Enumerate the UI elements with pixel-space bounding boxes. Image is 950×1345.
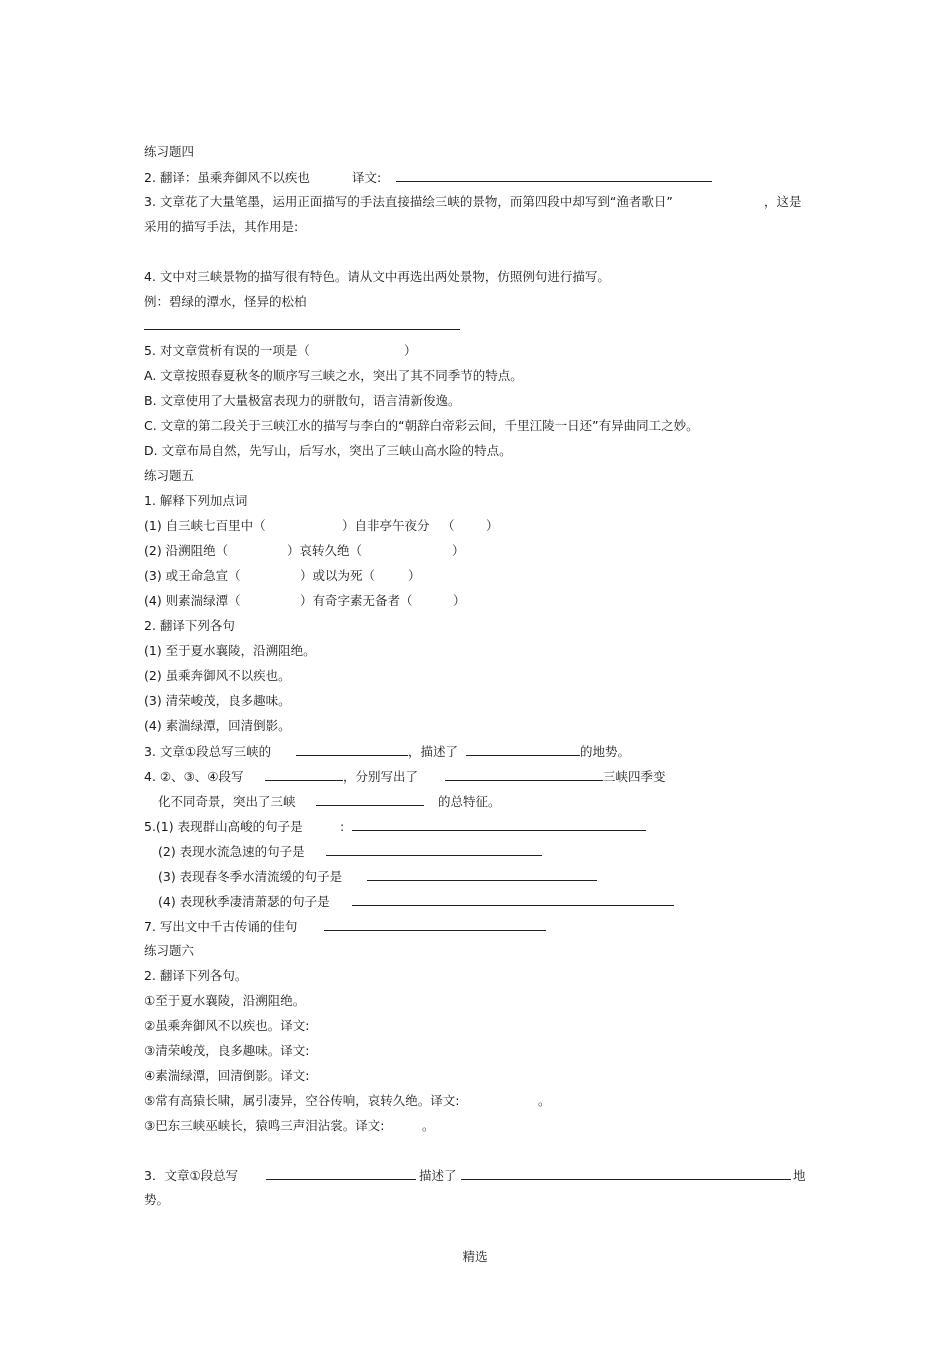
answer-blank[interactable] (352, 893, 674, 906)
answer-blank[interactable] (296, 743, 408, 756)
q5-2-item-4: (4) 素湍绿潭，回清倒影。 (144, 718, 291, 733)
answer-blank[interactable] (445, 768, 603, 781)
section-heading-6: 练习题六 (144, 943, 195, 958)
q5-3: 3. 文章①段总写三峡的 ，描述了 的地势。 (144, 744, 631, 759)
answer-blank[interactable] (265, 768, 343, 781)
q6-2-item-3: ③清荣峻茂，良多趣味。译文: (144, 1043, 310, 1058)
q6-2-item-5: ⑤常有高猿长啸，属引凄异，空谷传响，哀转久绝。译文: 。 (144, 1093, 551, 1108)
answer-blank[interactable] (144, 317, 460, 330)
answer-blank[interactable] (324, 918, 546, 931)
q5-5-3: (3) 表现春冬季水清流缓的句子是 (158, 868, 597, 884)
q6-2-title: 2. 翻译下列各句。 (144, 968, 248, 983)
q5-5-2: (2) 表现水流急速的句子是 (158, 843, 542, 859)
q5-2-item-2: (2) 虽乘奔御风不以疾也。 (144, 668, 291, 683)
q5-5-1: 5.(1) 表现群山高峻的句子是 : (144, 818, 646, 834)
answer-blank[interactable] (352, 818, 646, 831)
section-heading-5: 练习题五 (144, 468, 195, 483)
q6-2-item-6: ③巴东三峡巫峡长，猿鸣三声泪沾裳。译文: 。 (144, 1118, 435, 1133)
q4-4-line1: 4. 文中对三峡景物的描写很有特色。请从文中再选出两处景物，仿照例句进行描写。 (144, 269, 610, 284)
q4-3-line1: 3. 文章花了大量笔墨，运用正面描写的手法直接描绘三峡的景物，而第四段中却写到“渔者歌日” ，这是 (144, 194, 802, 209)
q4-5-option-c: C. 文章的第二段关于三峡江水的描写与李白的“朝辞白帝彩云间，千里江陵一日还”有异曲同工之妙。 (144, 418, 699, 433)
q6-3-line1: 3．文章①段总写 描述了 地 (144, 1168, 806, 1183)
q5-1-row-1: (1) 自三峡七百里中（ ）自非亭午夜分 （ ） (144, 518, 499, 533)
q5-2-title: 2. 翻译下列各句 (144, 618, 235, 633)
q6-2-item-2: ②虽乘奔御风不以疾也。译文: (144, 1018, 310, 1033)
q4-4-example: 例：碧绿的潭水，怪异的松柏 (144, 294, 307, 309)
q5-5-4: (4) 表现秋季凄清萧瑟的句子是 (158, 893, 674, 909)
q4-5-option-a: A. 文章按照春夏秋冬的顺序写三峡之水，突出了其不同季节的特点。 (144, 368, 523, 383)
q5-1-row-3: (3) 或王命急宣（ ）或以为死（ ） (144, 568, 421, 583)
answer-blank[interactable] (316, 793, 424, 806)
page-footer: 精选 (462, 1249, 488, 1264)
q4-5-stem: 5. 对文章赏析有误的一项是（ ） (144, 343, 417, 358)
answer-blank[interactable] (461, 1167, 791, 1180)
q6-2-item-1: ①至于夏水襄陵，沿溯阻绝。 (144, 993, 306, 1008)
answer-blank[interactable] (266, 1167, 416, 1180)
q5-4-line1: 4. ②、③、④段写 ，分别写出了 三峡四季变 (144, 769, 666, 784)
answer-blank[interactable] (466, 743, 580, 756)
q5-7: 7. 写出文中千古传诵的佳句 (144, 918, 546, 934)
answer-blank[interactable] (396, 169, 712, 182)
q6-3-line2: 势。 (144, 1192, 170, 1207)
q4-3-line2: 采用的描写手法，其作用是: (144, 219, 299, 234)
q5-4-line2: 化不同奇景，突出了三峡 的总特征。 (158, 794, 501, 809)
answer-blank[interactable] (326, 843, 542, 856)
q4-4-blank-line (144, 317, 460, 333)
q5-2-item-3: (3) 清荣峻茂，良多趣味。 (144, 693, 291, 708)
q6-2-item-4: ④素湍绿潭，回清倒影。译文: (144, 1068, 310, 1083)
q5-1-row-2: (2) 沿溯阻绝（ ）哀转久绝（ ） (144, 543, 465, 558)
q5-1-row-4: (4) 则素湍绿潭（ ）有奇字素无备者（ ） (144, 593, 466, 608)
answer-blank[interactable] (367, 868, 597, 881)
q4-5-option-d: D. 文章布局自然，先写山，后写水，突出了三峡山高水险的特点。 (144, 443, 512, 458)
q4-5-option-b: B. 文章使用了大量极富表现力的骈散句，语言清新俊逸。 (144, 393, 461, 408)
q4-2-translate: 2. 翻译：虽乘奔御风不以疾也 译文: (144, 169, 712, 185)
q5-1-title: 1. 解释下列加点词 (144, 493, 248, 508)
section-heading-4: 练习题四 (144, 144, 195, 159)
q5-2-item-1: (1) 至于夏水襄陵，沿溯阻绝。 (144, 643, 316, 658)
